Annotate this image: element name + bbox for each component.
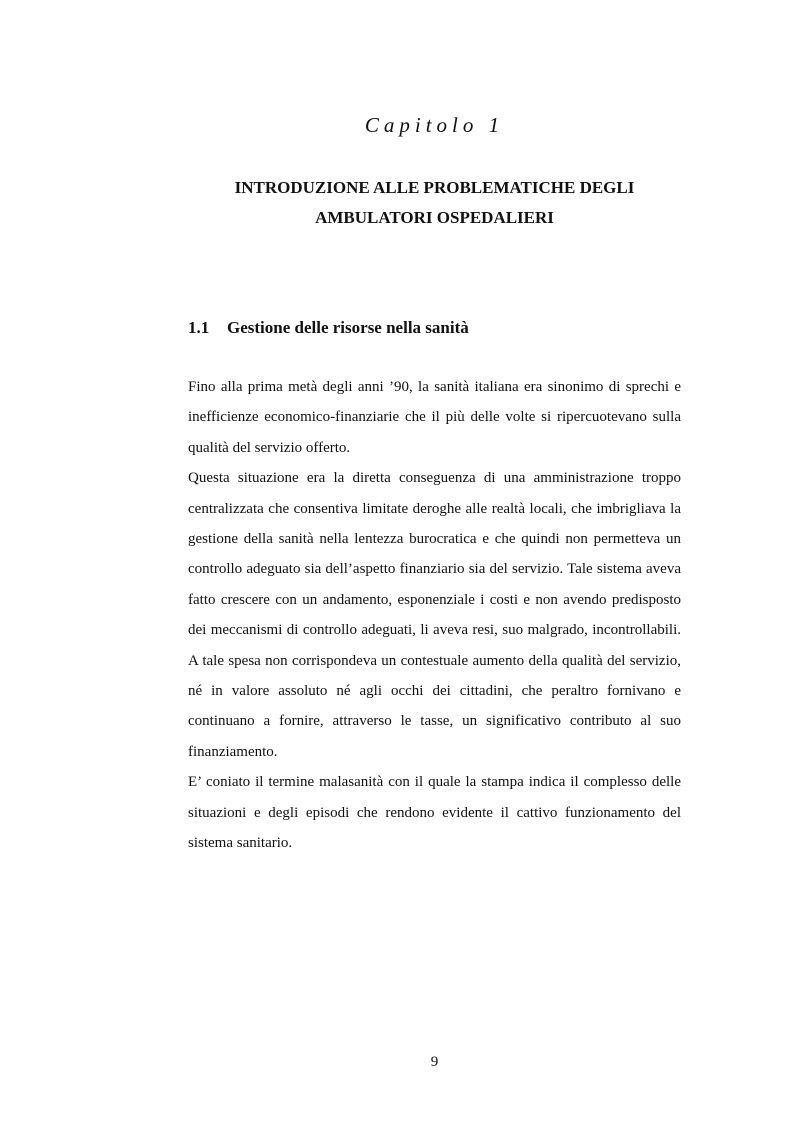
chapter-title-line-1: INTRODUZIONE ALLE PROBLEMATICHE DEGLI bbox=[234, 178, 635, 197]
paragraph: E’ coniato il termine malasanità con il quale la stampa indica il complesso delle situazioni e degli episodi che rendono evidente il cattivo funzionamento del sistema sanitario. bbox=[188, 774, 681, 852]
section-heading bbox=[188, 318, 681, 338]
chapter-title-line-2: AMBULATORI OSPEDALIERI bbox=[315, 208, 554, 227]
paragraph: Questa situazione era la diretta conseguenza di una amministrazione troppo centralizzata che consentiva limitate deroghe alle realtà locali, che imbrigliava la gestione della sanità nella lentezza burocratica e che quindi non permetteva un controllo adeguato sia dell’aspetto finanziario sia del servizio. Tale sistema aveva fatto crescere con un andamento, esponenziale i costi e non avendo predisposto dei meccanismi di controllo adeguati, li aveva resi, suo malgrado, incontrollabili. A tale spesa non corrispondeva un contestuale aumento della qualità del servizio, né in valore assoluto né agli occhi dei cittadini, che peraltro fornivano e continuano a fornire, attraverso le tasse, un significativo contributo al suo finanziamento. bbox=[188, 470, 681, 760]
page-number: 9 bbox=[430, 1054, 439, 1070]
paragraph: Fino alla prima metà degli anni ’90, la sanità italiana era sinonimo di sprechi e inefficienze economico-finanziarie che il più delle volte si ripercuotevano sulla qualità del servizio offerto. bbox=[188, 379, 681, 456]
chapter-label: Capitolo 1 bbox=[364, 113, 505, 137]
section-number: 1.1 bbox=[188, 318, 210, 337]
body-text bbox=[188, 372, 681, 859]
chapter-title bbox=[188, 173, 681, 233]
section-title: Gestione delle risorse nella sanità bbox=[227, 318, 469, 337]
